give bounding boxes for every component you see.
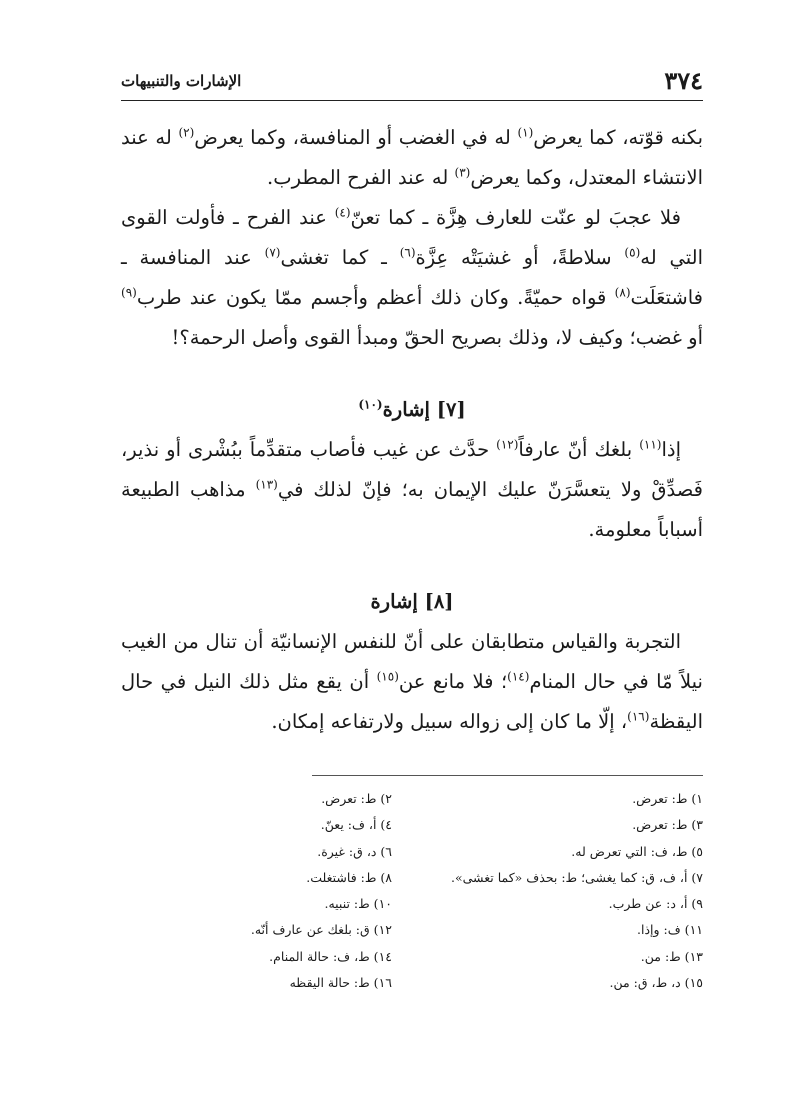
footnote-12: ١٢) ق: بلغك عن عارف أنّه.	[250, 922, 392, 938]
footnote-1: ١) ط: تعرض.	[632, 791, 703, 806]
footnote-ref: (٤)	[334, 205, 351, 220]
footnote-2: ٢) ط: تعرض.	[321, 791, 392, 806]
footnote-13: ١٣) ط: من.	[640, 948, 703, 964]
footnote-8: ٨) ط: فاشتغلت.	[306, 869, 392, 885]
running-title: الإشارات والتنبيهات	[121, 72, 242, 90]
footnote-separator	[312, 775, 703, 776]
footnote-ref: (١٤)	[507, 669, 530, 684]
footnote-11: ١١) ف: وإذا.	[637, 922, 703, 938]
footnote-16: ١٦) ط: حالة اليقظه	[289, 975, 392, 991]
footnote-ref: (٣)	[454, 165, 471, 180]
footnote-ref: (١٠)	[358, 397, 383, 412]
footnote-ref: (٩)	[121, 285, 137, 300]
footnote-14: ١٤) ط، ف: حالة المنام.	[269, 948, 392, 964]
footnote-ref: (١)	[517, 125, 534, 140]
section-heading-8: [٨] إشارة	[370, 590, 454, 613]
main-text	[121, 118, 703, 742]
footnote-ref: (١٣)	[255, 477, 278, 492]
footnote-ref: (٥)	[624, 245, 641, 260]
footnote-ref: (١١)	[639, 437, 662, 452]
footnotes	[121, 786, 703, 996]
footnote-ref: (٧)	[264, 245, 281, 260]
paragraph-2: فلا عجبَ لو عنّت للعارف هِزَّة ـ كما تعنّ$^{(٤)}$ عند الفرح ـ فأولت القوى التي له$^{(٥)}$ سلاطةً، أو غشيَتْه عِزَّة$^{(٦)}$ ـ كما تغشى$^{(٧)}$ عند المنافسة ـ فاشتعَلَت$^{(٨)}$ قواه حميّةً. وكان ذلك أعظم وأجسم ممّا يكون عند طرب$^{(٩)}$ أو غضب؛ وكيف لا، وذلك بصريح الحقّ ومبدأ القوى وأصل الرحمة؟!	[121, 205, 703, 349]
footnote-9: ٩) أ، د: عن طرب.	[608, 896, 703, 912]
footnote-3: ٣) ط: تعرض.	[632, 817, 703, 833]
footnote-4: ٤) أ، ف: يعنّ.	[320, 817, 392, 833]
footnote-ref: (١٦)	[627, 709, 650, 724]
footnote-5: ٥) ط، ف: التي تعرض له.	[571, 843, 703, 859]
footnote-ref: (٨)	[614, 285, 631, 300]
footnote-15: ١٥) د، ط، ق: من.	[609, 975, 703, 991]
paragraph-4: التجربة والقياس متطابقان على أنّ للنفس الإنسانيّة أن تنال من الغيب نيلاً مّا في حال المنام$^{(١٤)}$؛ فلا مانع عن$^{(١٥)}$ أن يقع مثل ذلك النيل في حال اليقظة$^{(١٦)}$، إلّا ما كان إلى زواله سبيل ولارتفاعه إمكان.	[121, 630, 703, 733]
footnote-6: ٦) د، ق: غيرة.	[317, 843, 392, 859]
footnote-ref: (١٢)	[496, 437, 519, 452]
footnote-7: ٧) أ، ف، ق: كما يغشى؛ ط: بحذف «كما تغشى».	[451, 869, 703, 885]
footnote-10: ١٠) ط: تنبيه.	[324, 896, 392, 912]
footnote-ref: (٢)	[178, 125, 195, 140]
page-number: ٣٧٤	[664, 66, 703, 95]
footnote-ref: (١٥)	[376, 669, 399, 684]
section-heading-7: [٧] إشارة$^{(١٠)}$	[358, 397, 466, 421]
page-header	[121, 60, 703, 101]
footnote-ref: (٦)	[399, 245, 416, 260]
paragraph-1: بكنه قوّته، كما يعرض$^{(١)}$ له في الغضب أو المنافسة، وكما يعرض$^{(٢)}$ له عند الانتشاء المعتدل، وكما يعرض$^{(٣)}$ له عند الفرح المطرب.	[121, 125, 703, 189]
paragraph-3: إذا$^{(١١)}$ بلغك أنّ عارفاً$^{(١٢)}$ حدَّث عن غيب فأصاب متقدِّماً ببُشْرى أو نذير، فَصدِّقْ ولا يتعسَّرَنّ عليك الإيمان به؛ فإنّ لذلك في$^{(١٣)}$ مذاهب الطبيعة أسباباً معلومة.	[121, 437, 703, 541]
